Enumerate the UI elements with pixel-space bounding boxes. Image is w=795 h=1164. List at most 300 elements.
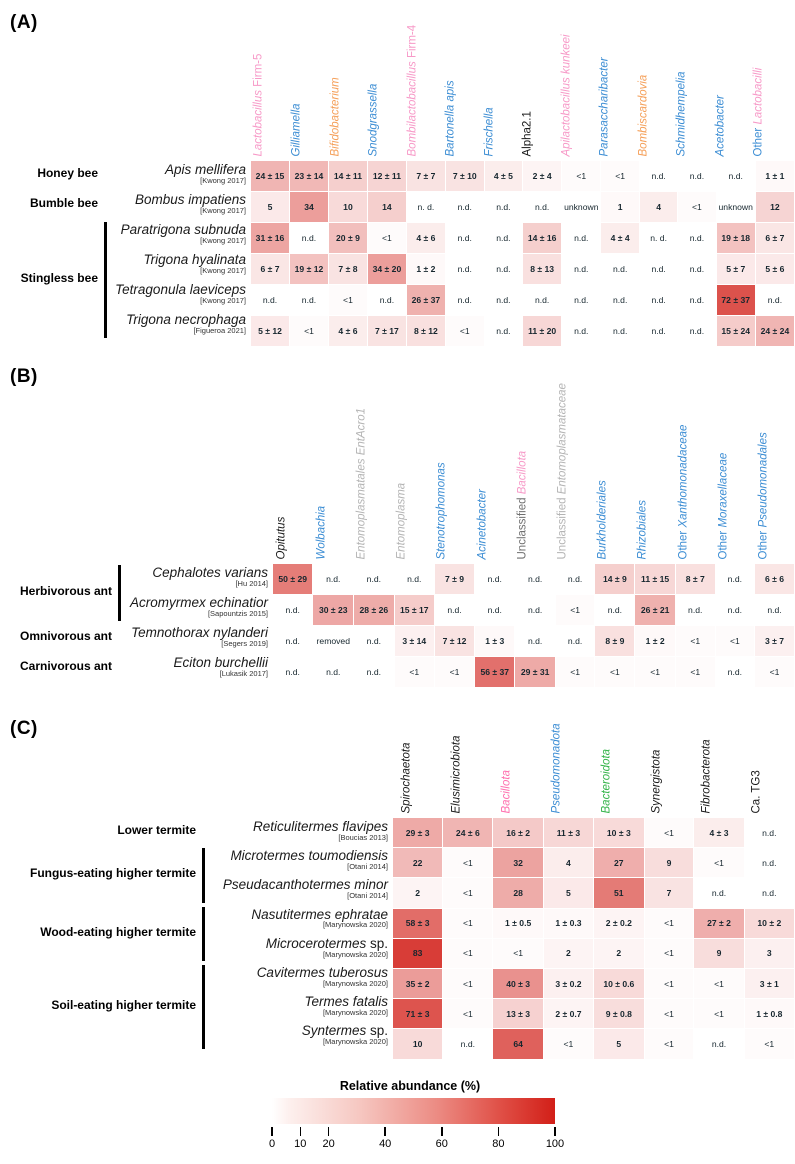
heatmap-cell: <1 [715, 626, 754, 657]
table-row [393, 878, 795, 908]
column-header-label: Fibrobacterota [700, 738, 712, 813]
species-row-label [208, 908, 388, 929]
heatmap-cell: n.d. [678, 285, 716, 316]
heatmap-cell: unknown [562, 192, 601, 223]
heatmap-cell: 24 ± 15 [251, 161, 290, 192]
colorbar-tick-mark [441, 1127, 443, 1136]
heatmap-cell: n.d. [716, 161, 755, 192]
colorbar-gradient [272, 1098, 555, 1124]
heatmap-cell: n.d. [678, 316, 716, 347]
colorbar-tick-label: 40 [379, 1138, 392, 1150]
heatmap-cell: 2 [543, 938, 593, 968]
table-row [251, 223, 795, 254]
heatmap-cell: n.d. [313, 564, 354, 595]
heatmap-cell: 24 ± 6 [443, 818, 493, 848]
heatmap-cell: 7 ± 17 [367, 316, 406, 347]
diet-group-label: Lower termite [117, 822, 196, 837]
heatmap-cell: n.d. [484, 223, 523, 254]
heatmap-cell: 10 ± 3 [594, 818, 644, 848]
heatmap-cell: 24 ± 24 [755, 316, 794, 347]
colorbar-tick-mark [554, 1127, 556, 1136]
colorbar-tick-mark [300, 1127, 302, 1136]
heatmap-cell: 2 [393, 878, 443, 908]
reference-citation: [Marynowska 2020] [322, 978, 388, 988]
diet-group-label: Carnivorous ant [19, 659, 112, 673]
heatmap-cell: n.d. [289, 285, 328, 316]
heatmap-cell: n.d. [694, 878, 744, 908]
colorbar-tick-label: 80 [492, 1138, 505, 1150]
heatmap-cell: <1 [543, 1029, 593, 1059]
species-row-label [208, 966, 388, 987]
group-bracket [104, 222, 107, 338]
heatmap-cell: 3 ± 1 [744, 968, 794, 998]
heatmap-cell: 3 ± 7 [755, 626, 795, 657]
diet-group-label: Fungus-eating higher termite [29, 866, 196, 881]
column-header-label: Stenotrophomonas [435, 461, 448, 559]
heatmap-cell: 28 [493, 878, 543, 908]
heatmap-cell: 51 [594, 878, 644, 908]
heatmap-cell: n.d. [744, 848, 794, 878]
heatmap-cell: 12 [755, 192, 794, 223]
reference-citation: [Sapountzis 2015] [207, 608, 268, 618]
heatmap-cell: n.d. [354, 626, 394, 657]
group-bracket [118, 565, 121, 621]
heatmap-cell: n.d. [445, 192, 484, 223]
heatmap-cell: n.d. [755, 595, 795, 626]
table-row [251, 161, 795, 192]
species-name: Bombus impatiens [134, 192, 246, 207]
colorbar-tick-label: 20 [322, 1138, 335, 1150]
heatmap-cell: n.d. [289, 223, 328, 254]
column-header-label: Acetobacter [714, 94, 727, 156]
heatmap-cell: <1 [394, 657, 434, 688]
heatmap-cell: <1 [744, 1029, 794, 1059]
heatmap-cell: 10 ± 2 [744, 908, 794, 938]
reference-citation: [Kwong 2017] [200, 175, 246, 185]
heatmap-cell: n.d. [523, 285, 562, 316]
heatmap-cell: 72 ± 37 [716, 285, 755, 316]
diet-group-label: Wood-eating higher termite [40, 924, 196, 939]
heatmap-cell: <1 [644, 999, 694, 1029]
heatmap-cell: <1 [367, 223, 406, 254]
heatmap-cell: 1 [601, 192, 640, 223]
colorbar-tick-mark [328, 1127, 330, 1136]
heatmap-cell: unknown [716, 192, 755, 223]
heatmap-cell: 4 ± 6 [406, 223, 445, 254]
heatmap-cell: n.d. [313, 657, 354, 688]
heatmap-cell: 3 ± 0.2 [543, 968, 593, 998]
heatmap-cell: 2 ± 0.2 [594, 908, 644, 938]
heatmap-cell: 34 [289, 192, 328, 223]
heatmap-cell: <1 [694, 848, 744, 878]
species-name: Syntermes sp. [301, 1023, 388, 1039]
heatmap-cell: 7 ± 7 [406, 161, 445, 192]
column-header-label: Other Lactobacilli [752, 67, 765, 156]
species-name: Trigona necrophaga [126, 312, 246, 327]
heatmap-cell: n.d. [475, 595, 515, 626]
diet-group-label: Herbivorous ant [19, 584, 112, 598]
heatmap-cell: n.d. [755, 285, 794, 316]
table-row [251, 316, 795, 347]
table-row [393, 999, 795, 1029]
diet-group-label: Bumble bee [29, 196, 98, 210]
heatmap-cell: <1 [555, 657, 594, 688]
heatmap-cell: <1 [644, 908, 694, 938]
table-row [251, 285, 795, 316]
heatmap-cell: 2 ± 0.7 [543, 999, 593, 1029]
heatmap-cell: n.d. [367, 285, 406, 316]
heatmap-cell: 4 [639, 192, 677, 223]
species-row-label [208, 995, 388, 1016]
species-row-label [110, 313, 246, 334]
column-header-label: Bombiscardovia [637, 74, 650, 156]
panel-b-letter: (B) [10, 366, 38, 387]
heatmap-cell: 10 [393, 1029, 443, 1059]
heatmap-cell: n.d. [443, 1029, 493, 1059]
heatmap-cell: n.d. [484, 192, 523, 223]
heatmap-cell: <1 [601, 161, 640, 192]
column-header-label: Parasaccharibacter [598, 56, 611, 156]
heatmap-cell: <1 [644, 818, 694, 848]
table-row [273, 626, 795, 657]
column-header-label: Wolbachia [315, 505, 328, 559]
heatmap-cell: <1 [493, 938, 543, 968]
heatmap-cell: <1 [445, 316, 484, 347]
reference-citation: [Marynowska 2020] [322, 949, 388, 959]
species-name: Cephalotes varians [152, 565, 268, 580]
heatmap-cell: 26 ± 21 [635, 595, 675, 626]
heatmap-cell: <1 [434, 657, 474, 688]
colorbar-tick-label: 10 [294, 1138, 307, 1150]
heatmap-cell: 34 ± 20 [367, 254, 406, 285]
heatmap-cell: 32 [493, 848, 543, 878]
heatmap-cell: 22 [393, 848, 443, 878]
heatmap-cell: <1 [443, 878, 493, 908]
species-name: Nasutitermes ephratae [251, 906, 388, 922]
heatmap-cell: 7 [644, 878, 694, 908]
heatmap-cell: n.d. [694, 1029, 744, 1059]
column-header-label: Gilliamella [290, 102, 303, 156]
colorbar-tick-mark [498, 1127, 500, 1136]
reference-citation: [Otani 2014] [347, 891, 388, 901]
column-header-label: Bartonella apis [444, 79, 457, 156]
heatmap-cell: <1 [443, 848, 493, 878]
heatmap-cell: 5 [251, 192, 290, 223]
heatmap-cell: 1 ± 0.3 [543, 908, 593, 938]
heatmap-cell: 16 ± 2 [493, 818, 543, 848]
panel-c-heatmap [392, 817, 795, 1060]
colorbar-tick-label: 60 [435, 1138, 448, 1150]
column-header-label: Elusimicrobiota [450, 735, 462, 813]
heatmap-cell: 26 ± 37 [406, 285, 445, 316]
heatmap-cell: n.d. [562, 254, 601, 285]
column-header-label: Lactobacillus Firm-5 [252, 53, 265, 156]
heatmap-cell: n.d. [678, 223, 716, 254]
heatmap-cell: 20 ± 9 [328, 223, 367, 254]
heatmap-cell: n.d. [555, 564, 594, 595]
column-header-label: Other Pseudomonadales [757, 431, 770, 559]
heatmap-cell: 6 ± 7 [755, 223, 794, 254]
heatmap-cell: n.d. [562, 223, 601, 254]
heatmap-cell: n.d. [678, 161, 716, 192]
species-name: Tetragonula laeviceps [115, 282, 246, 297]
reference-citation: [Boucias 2013] [338, 832, 388, 842]
diet-group-label: Soil-eating higher termite [51, 997, 196, 1012]
panel-a-heatmap [250, 160, 795, 347]
column-header-label: Synergistota [650, 749, 662, 813]
heatmap-cell: n.d. [515, 564, 555, 595]
heatmap-cell: 14 ± 9 [595, 564, 635, 595]
heatmap-cell: 14 ± 16 [523, 223, 562, 254]
reference-citation: [Otani 2014] [347, 861, 388, 871]
heatmap-cell: n.d. [601, 285, 640, 316]
heatmap-cell: 13 ± 3 [493, 999, 543, 1029]
species-row-label [208, 820, 388, 841]
heatmap-cell: 4 [543, 848, 593, 878]
heatmap-cell: 29 ± 3 [393, 818, 443, 848]
heatmap-cell: 8 ± 13 [523, 254, 562, 285]
heatmap-cell: n.d. [523, 192, 562, 223]
heatmap-cell: n.d. [639, 254, 677, 285]
species-name: Trigona hyalinata [143, 252, 246, 267]
heatmap-cell: 5 ± 12 [251, 316, 290, 347]
heatmap-cell: 35 ± 2 [393, 968, 443, 998]
species-name: Reticulitermes flavipes [252, 819, 388, 834]
table-row [251, 192, 795, 223]
heatmap-cell: 30 ± 23 [313, 595, 354, 626]
column-header-label: Unclassified Entomoplasmataceae [556, 382, 569, 559]
species-name: Acromyrmex echinatior [129, 595, 268, 610]
heatmap-cell: n.d. [601, 316, 640, 347]
heatmap-cell: 11 ± 20 [523, 316, 562, 347]
heatmap-cell: 3 [744, 938, 794, 968]
table-row [273, 564, 795, 595]
colorbar-tick-label: 100 [545, 1138, 565, 1150]
column-header-label: Entomoplasma [395, 482, 408, 559]
reference-citation: [Kwong 2017] [200, 265, 246, 275]
species-row-label [208, 1024, 388, 1045]
species-row-label [110, 193, 246, 214]
heatmap-cell: 5 ± 7 [716, 254, 755, 285]
heatmap-cell: 7 ± 8 [328, 254, 367, 285]
heatmap-cell: n.d. [601, 254, 640, 285]
table-row [393, 938, 795, 968]
heatmap-cell: 7 ± 12 [434, 626, 474, 657]
table-row [393, 848, 795, 878]
heatmap-cell: <1 [675, 657, 715, 688]
heatmap-cell: n.d. [354, 564, 394, 595]
heatmap-cell: n.d. [678, 254, 716, 285]
heatmap-cell: 19 ± 18 [716, 223, 755, 254]
heatmap-cell: 4 ± 4 [601, 223, 640, 254]
species-name: Eciton burchellii [173, 655, 268, 670]
heatmap-cell: 2 [594, 938, 644, 968]
heatmap-cell: 14 ± 11 [328, 161, 367, 192]
reference-citation: [Lukasik 2017] [219, 668, 268, 678]
heatmap-cell: 5 [594, 1029, 644, 1059]
heatmap-cell: n.d. [515, 626, 555, 657]
heatmap-cell: n.d. [484, 285, 523, 316]
species-row-label [208, 937, 388, 958]
heatmap-cell: 11 ± 15 [635, 564, 675, 595]
colorbar-title: Relative abundance (%) [339, 1079, 481, 1093]
table-row [393, 818, 795, 848]
heatmap-cell: 64 [493, 1029, 543, 1059]
heatmap-cell: n.d. [434, 595, 474, 626]
heatmap-cell: <1 [644, 1029, 694, 1059]
column-header-label: Alpha2.1 [521, 110, 534, 156]
heatmap-cell: n.d. [515, 595, 555, 626]
reference-citation: [Segers 2019] [221, 638, 268, 648]
panel-a-letter: (A) [10, 12, 38, 33]
heatmap-cell: 14 [367, 192, 406, 223]
heatmap-cell: <1 [644, 968, 694, 998]
table-row [273, 657, 795, 688]
heatmap-cell: 9 [644, 848, 694, 878]
heatmap-cell: n.d. [273, 595, 313, 626]
column-header-label: Other Xanthomonadaceae [677, 424, 690, 559]
heatmap-cell: 10 ± 0.6 [594, 968, 644, 998]
heatmap-cell: 31 ± 16 [251, 223, 290, 254]
heatmap-cell: n.d. [354, 657, 394, 688]
colorbar-tick-mark [384, 1127, 386, 1136]
heatmap-cell: n.d. [562, 285, 601, 316]
reference-citation: [Marynowska 2020] [322, 1037, 388, 1047]
column-header-label: Unclassified Bacillota [516, 450, 529, 559]
heatmap-cell: 8 ± 12 [406, 316, 445, 347]
group-bracket [202, 965, 205, 1049]
diet-group-label: Stingless bee [20, 271, 98, 285]
heatmap-cell: n.d. [675, 595, 715, 626]
species-name: Microtermes toumodiensis [230, 848, 388, 864]
species-name: Paratrigona subnuda [120, 222, 246, 237]
panel-c-letter: (C) [10, 718, 38, 739]
heatmap-cell: 7 ± 9 [434, 564, 474, 595]
heatmap-cell: <1 [443, 938, 493, 968]
heatmap-cell: 1 ± 0.8 [744, 999, 794, 1029]
column-header-label: Ca. TG3 [750, 769, 762, 813]
heatmap-cell: n. d. [406, 192, 445, 223]
heatmap-cell: n.d. [639, 316, 677, 347]
heatmap-cell: <1 [635, 657, 675, 688]
colorbar-tick-label: 0 [268, 1138, 276, 1150]
column-header-label: Bacillota [500, 769, 512, 813]
heatmap-cell: n.d. [715, 657, 754, 688]
heatmap-cell: n.d. [639, 285, 677, 316]
table-row [393, 1029, 795, 1059]
heatmap-cell: n.d. [251, 285, 290, 316]
heatmap-cell: 1 ± 2 [406, 254, 445, 285]
reference-citation: [Kwong 2017] [200, 295, 246, 305]
heatmap-cell: n.d. [484, 254, 523, 285]
reference-citation: [Marynowska 2020] [322, 1007, 388, 1017]
heatmap-cell: removed [313, 626, 354, 657]
species-name: Pseudacanthotermes minor [222, 877, 388, 893]
heatmap-cell: 1 ± 1 [755, 161, 794, 192]
heatmap-cell: n.d. [445, 285, 484, 316]
heatmap-cell: n.d. [273, 626, 313, 657]
heatmap-cell: 29 ± 31 [515, 657, 555, 688]
heatmap-cell: n.d. [394, 564, 434, 595]
column-header-label: Burkholderiales [596, 479, 609, 559]
species-row-label [125, 626, 268, 647]
heatmap-cell: 1 ± 3 [475, 626, 515, 657]
heatmap-cell: <1 [755, 657, 795, 688]
diet-group-label: Omnivorous ant [19, 629, 112, 643]
heatmap-cell: <1 [289, 316, 328, 347]
heatmap-cell: 83 [393, 938, 443, 968]
reference-citation: [Hu 2014] [235, 578, 268, 588]
heatmap-cell: <1 [675, 626, 715, 657]
column-header-label: Bifidobacterium [329, 76, 342, 156]
heatmap-cell: 56 ± 37 [475, 657, 515, 688]
diet-group-label: Honey bee [37, 166, 98, 180]
heatmap-cell: n.d. [595, 595, 635, 626]
species-row-label [208, 878, 388, 899]
species-row-label [125, 566, 268, 587]
heatmap-cell: <1 [694, 968, 744, 998]
heatmap-cell: n.d. [639, 161, 677, 192]
column-header-label: Rhizobiales [636, 499, 649, 559]
reference-citation: [Kwong 2017] [200, 205, 246, 215]
heatmap-cell: <1 [443, 908, 493, 938]
heatmap-cell: <1 [694, 999, 744, 1029]
heatmap-cell: 11 ± 3 [543, 818, 593, 848]
heatmap-cell: <1 [443, 968, 493, 998]
column-header-label: Pseudomonadota [550, 722, 562, 813]
heatmap-cell: 15 ± 24 [716, 316, 755, 347]
heatmap-cell: n.d. [744, 818, 794, 848]
heatmap-cell: 8 ± 9 [595, 626, 635, 657]
column-header-label: Frischella [483, 106, 496, 156]
heatmap-cell: 9 ± 0.8 [594, 999, 644, 1029]
column-header-label: Other Moraxellaceae [717, 452, 730, 559]
reference-citation: [Figueroa 2021] [193, 325, 246, 335]
heatmap-cell: <1 [562, 161, 601, 192]
heatmap-cell: 6 ± 6 [755, 564, 795, 595]
heatmap-cell: 5 ± 6 [755, 254, 794, 285]
heatmap-cell: <1 [644, 938, 694, 968]
heatmap-cell: 7 ± 10 [445, 161, 484, 192]
species-row-label [110, 283, 246, 304]
heatmap-cell: 2 ± 4 [523, 161, 562, 192]
species-name: Termes fatalis [304, 994, 388, 1010]
heatmap-cell: 50 ± 29 [273, 564, 313, 595]
column-header-label: Bombilactobacillus Firm-4 [406, 24, 419, 156]
column-header-label: Opitutus [275, 516, 288, 559]
heatmap-cell: 6 ± 7 [251, 254, 290, 285]
heatmap-cell: <1 [595, 657, 635, 688]
reference-citation: [Kwong 2017] [200, 235, 246, 245]
column-header-label: Spirochaetota [400, 742, 412, 813]
species-row-label [125, 596, 268, 617]
heatmap-cell: n.d. [555, 626, 594, 657]
heatmap-cell: <1 [555, 595, 594, 626]
heatmap-cell: 1 ± 2 [635, 626, 675, 657]
heatmap-cell: 5 [543, 878, 593, 908]
column-header-label: Acinetobacter [476, 488, 489, 559]
heatmap-cell: n.d. [273, 657, 313, 688]
heatmap-cell: 15 ± 17 [394, 595, 434, 626]
heatmap-cell: 27 ± 2 [694, 908, 744, 938]
column-header-label: Bacteroidota [600, 748, 612, 813]
heatmap-cell: n. d. [639, 223, 677, 254]
heatmap-cell: 10 [328, 192, 367, 223]
heatmap-cell: 28 ± 26 [354, 595, 394, 626]
heatmap-cell: 71 ± 3 [393, 999, 443, 1029]
table-row [393, 908, 795, 938]
column-header-label: Schmidhempelia [675, 70, 688, 156]
